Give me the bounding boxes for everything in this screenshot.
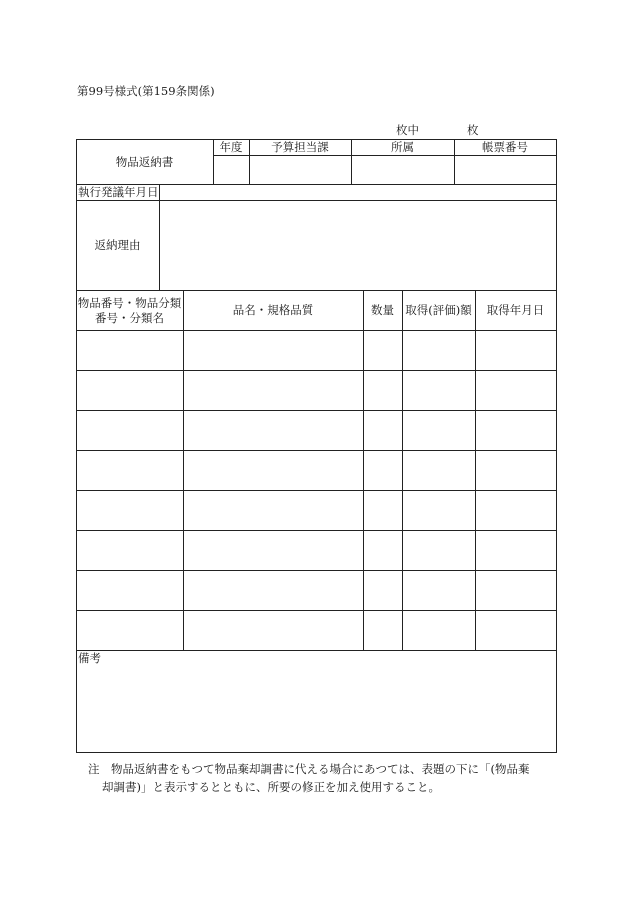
return-reason-field[interactable] [160, 201, 556, 290]
ledger-number-field[interactable] [455, 156, 556, 184]
header-item-number-sub: 番号・分類名 [95, 311, 164, 325]
return-reason-label: 返納理由 [94, 238, 141, 252]
table-row[interactable] [77, 371, 556, 410]
header-quantity: 数量 [371, 303, 394, 317]
header-name-spec: 品名・規格品質 [232, 303, 314, 317]
header-acquisition-date: 取得年月日 [486, 303, 545, 317]
table-row[interactable] [77, 611, 556, 650]
header-acquisition-value: 取得(評価)額 [405, 303, 472, 317]
table-row[interactable] [77, 411, 556, 450]
table-row[interactable] [77, 571, 556, 610]
col-ledger-number: 帳票番号 [482, 140, 528, 154]
form-number: 第99号様式(第159条関係) [77, 84, 215, 98]
col-budget-section: 予算担当課 [271, 140, 329, 154]
execution-date-label: 執行発議年月日 [78, 185, 159, 199]
table-row[interactable] [77, 331, 556, 370]
sheet-of-label: 枚中 [396, 123, 419, 137]
note-line-2: 却調書)」と表示するとともに、所要の修正を加え使用すること。 [102, 780, 440, 794]
note-line-1: 注 物品返納書をもつて物品棄却調書に代える場合にあつては、表題の下に「(物品棄 [88, 762, 530, 776]
col-fiscal-year: 年度 [219, 140, 243, 154]
fiscal-year-field[interactable] [214, 156, 249, 184]
remarks-field[interactable] [77, 666, 556, 752]
sheet-unit-label: 枚 [467, 123, 479, 137]
col-affiliation: 所属 [391, 140, 414, 154]
remarks-label: 備考 [78, 651, 101, 665]
table-row[interactable] [77, 531, 556, 570]
budget-section-field[interactable] [250, 156, 351, 184]
table-row[interactable] [77, 491, 556, 530]
execution-date-field[interactable] [160, 185, 556, 200]
doc-title: 物品返納書 [115, 155, 174, 169]
table-row[interactable] [77, 451, 556, 490]
affiliation-field[interactable] [352, 156, 454, 184]
header-item-number: 物品番号・物品分類 [77, 296, 182, 310]
